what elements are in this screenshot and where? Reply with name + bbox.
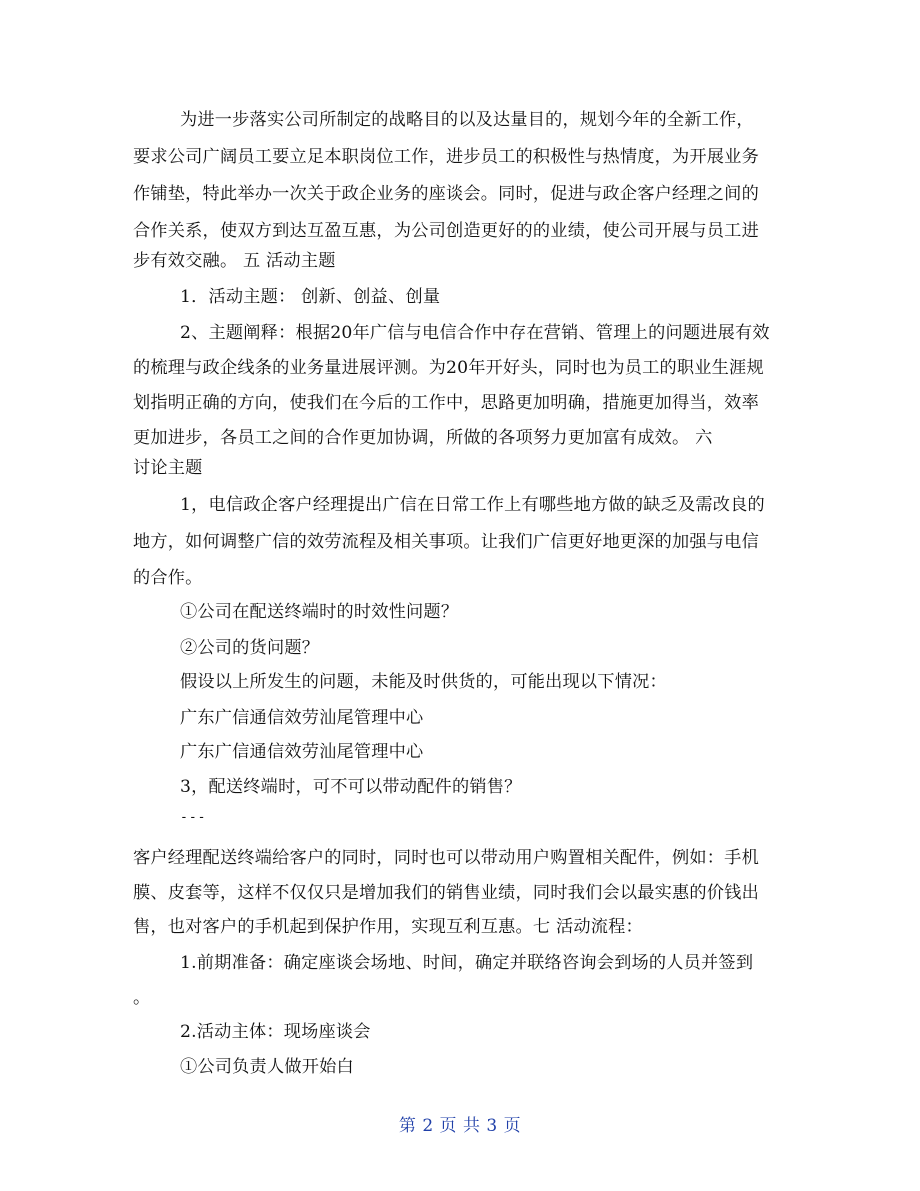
paragraph-line: 售，也对客户的手机起到保护作用，实现互利互惠。七 活动流程： <box>133 917 643 937</box>
assumption-text: 假设以上所发生的问题，未能及时供货的，可能出现以下情况： <box>180 672 667 692</box>
question-item: ①公司在配送终端时的时效性问题？ <box>180 602 459 622</box>
center-name: 广东广信通信效劳汕尾管理中心 <box>180 708 424 728</box>
paragraph-line: 客户经理配送终端给客户的同时，同时也可以带动用户购置相关配件，例如：手机 <box>133 848 759 868</box>
question-item: ②公司的货问题？ <box>180 638 320 658</box>
paragraph-line: 的梳理与政企线条的业务量进展评测。为20年开好头，同时也为员工的职业生涯规 <box>133 358 764 378</box>
paragraph-line: 要求公司广阔员工要立足本职岗位工作，进步员工的积极性与热情度，为开展业务 <box>133 147 759 167</box>
step-item: 2.活动主体：现场座谈会 <box>180 1022 371 1042</box>
paragraph-line: 更加进步，各员工之间的合作更加协调，所做的各项努力更加富有成效。 六 <box>133 428 713 448</box>
paragraph-line: 划指明正确的方向，使我们在今后的工作中，思路更加明确，措施更加得当，效率 <box>133 393 759 413</box>
paragraph-line: 膜、皮套等，这样不仅仅只是增加我们的销售业绩，同时我们会以最实惠的价钱出 <box>133 883 759 903</box>
paragraph-line: 步有效交融。 五 活动主题 <box>133 251 336 271</box>
step-item: 1.前期准备：确定座谈会场地、时间，确定并联络咨询会到场的人员并签到 <box>180 953 754 973</box>
center-name: 广东广信通信效劳汕尾管理中心 <box>180 742 424 762</box>
paragraph-line: 讨论主题 <box>133 458 203 478</box>
paragraph-line: 合作关系，使双方到达互盈互惠，为公司创造更好的的业绩，使公司开展与员工进 <box>133 221 759 241</box>
paragraph-line: 为进一步落实公司所制定的战略目的以及达量目的，规划今年的全新工作， <box>180 110 754 130</box>
page-number-footer: 第 2 页 共 3 页 <box>398 1116 522 1136</box>
paragraph-line: 2、主题阐释：根据20年广信与电信合作中存在营销、管理上的问题进展有效 <box>180 323 770 343</box>
paragraph-line: 作铺垫，特此举办一次关于政企业务的座谈会。同时，促进与政企客户经理之间的 <box>133 184 759 204</box>
step-subitem: ①公司负责人做开始白 <box>180 1057 354 1077</box>
step-continuation: 。 <box>133 988 151 1008</box>
question-item: 3，配送终端时，可不可以带动配件的销售？ <box>180 777 522 797</box>
paragraph-line: 1，电信政企客户经理提出广信在日常工作上有哪些地方做的缺乏及需改良的 <box>180 495 765 515</box>
paragraph-line: 地方，如何调整广信的效劳流程及相关事项。让我们广信更好地更深的加强与电信 <box>133 532 759 552</box>
theme-item: 1．活动主题： 创新、创益、创量 <box>180 287 441 307</box>
paragraph-line: 的合作。 <box>133 568 203 588</box>
separator-text: --- <box>180 810 207 825</box>
